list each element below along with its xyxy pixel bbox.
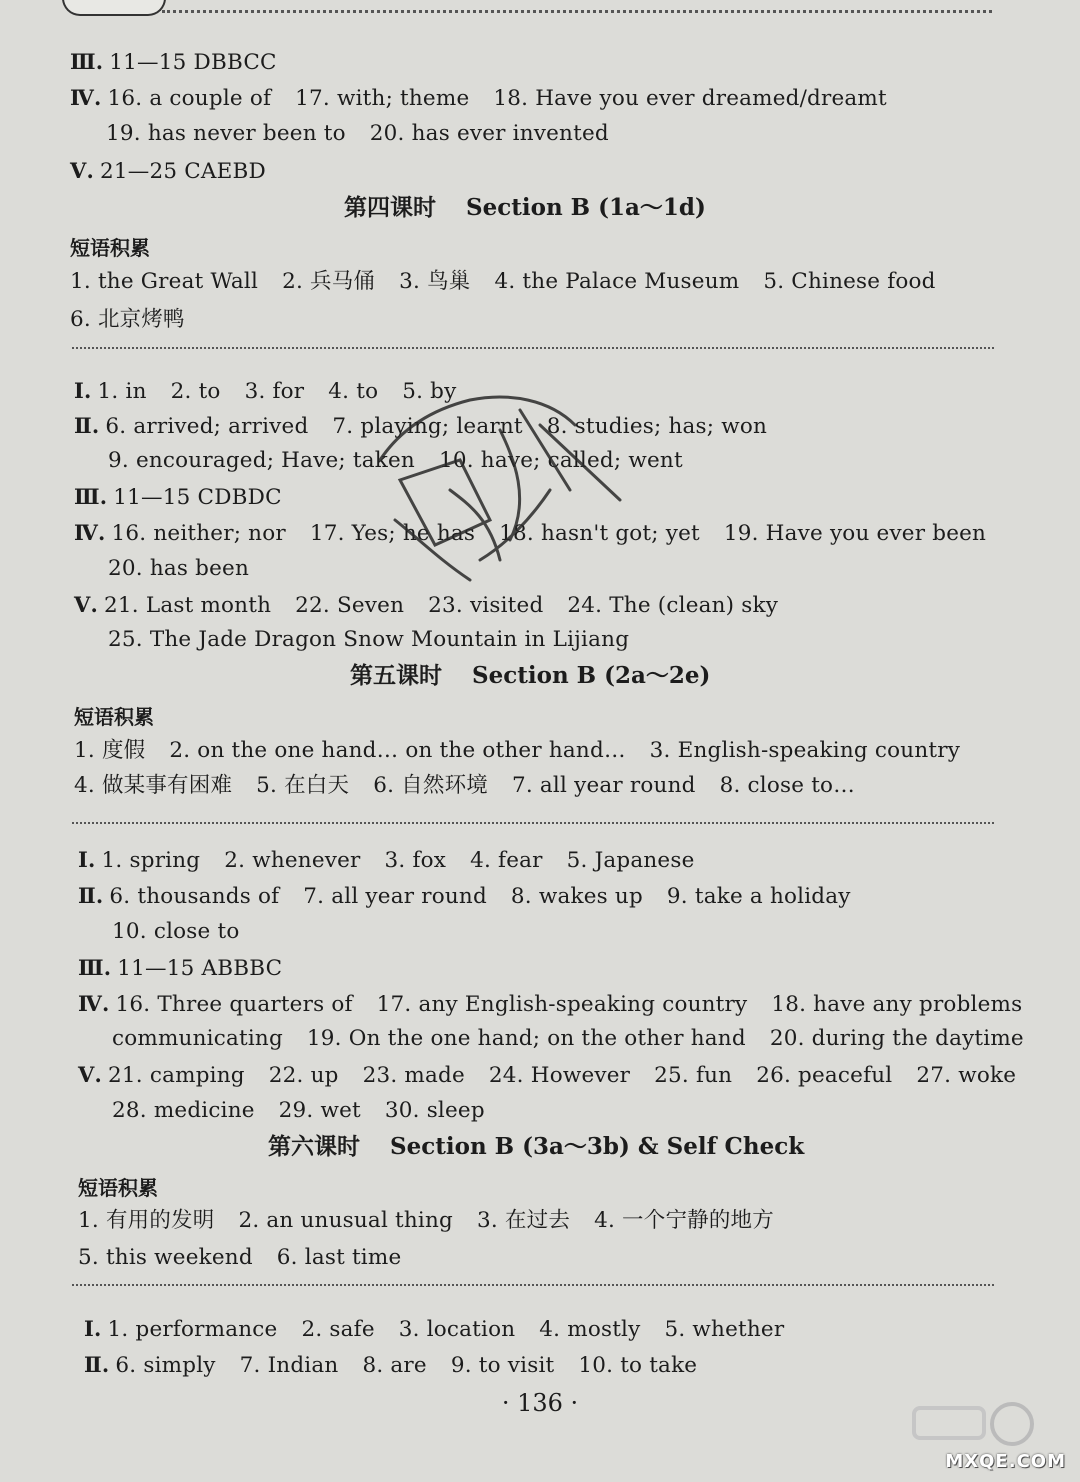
watermark-text: MXQE.COM (945, 1451, 1066, 1472)
question-group-label: Ⅱ. (74, 413, 100, 438)
answer-item: 5. Chinese food (763, 269, 936, 294)
phrase-line (74, 772, 855, 800)
phrase-line (70, 268, 936, 296)
answer-item: 17. with; theme (295, 86, 470, 111)
answer-item: 7. playing; learnt (332, 414, 523, 439)
answer-line (108, 626, 629, 654)
answer-item: 4. mostly (539, 1317, 641, 1342)
answer-item: 27. woke (916, 1063, 1017, 1088)
question-group-label: Ⅴ. (78, 1062, 103, 1087)
answer-item: 17. any English-speaking country (376, 992, 748, 1017)
answer-item: 28. medicine (112, 1098, 255, 1123)
handwritten-stamp-mark (340, 370, 640, 610)
lesson-number: 第六课时 (268, 1133, 360, 1160)
answer-line (78, 1061, 1016, 1090)
answer-item: 1. in (97, 379, 147, 404)
answer-item: 4. to (328, 379, 379, 404)
answer-item: communicating (112, 1026, 283, 1051)
answer-item: 23. made (362, 1063, 465, 1088)
answer-item: 5. Japanese (566, 848, 695, 873)
answer-item: 21. Last month (104, 593, 272, 618)
answer-item: 9. encouraged; Have; taken (108, 448, 415, 473)
answer-item: 7. all year round (303, 884, 487, 909)
dotted-divider (72, 822, 994, 824)
question-group-label: Ⅲ. (78, 955, 112, 980)
answer-item: 8. close to… (719, 773, 855, 798)
answer-line (112, 1097, 485, 1125)
answer-item: 16. a couple of (107, 86, 272, 111)
answer-item: 20. has been (108, 556, 250, 581)
answer-item: 3. for (244, 379, 305, 404)
answer-item: 6. thousands of (109, 884, 280, 909)
answer-item: 20. has ever invented (369, 121, 609, 146)
answer-item: 5. by (402, 379, 457, 404)
answer-item: 8. studies; has; won (546, 414, 768, 439)
dotted-divider (72, 1284, 994, 1286)
answer-item: 6. last time (276, 1245, 402, 1270)
lesson-title (350, 661, 710, 691)
answer-item: 2. on the one hand… on the other hand… (169, 738, 626, 763)
answer-line (112, 918, 239, 946)
answer-item: 2. whenever (224, 848, 361, 873)
answer-item: 7. all year round (511, 773, 696, 798)
answer-item: 23. visited (428, 593, 544, 618)
answer-item: 4. the Palace Museum (494, 269, 740, 294)
phrase-line (70, 306, 185, 334)
answer-item: 5. 在白天 (256, 773, 350, 798)
answer-item: 3. 在过去 (477, 1208, 571, 1233)
phrase-line (78, 1244, 401, 1272)
answer-item: 2. an unusual thing (238, 1208, 454, 1233)
answer-line (70, 84, 887, 113)
answer-item: 19. On the one hand; on the other hand (306, 1026, 746, 1051)
section-label: Section B (1a～1d) (466, 194, 706, 221)
answer-item: 11—15 CDBDC (113, 485, 282, 510)
question-group-label: Ⅳ. (78, 991, 110, 1016)
lesson-title (268, 1132, 804, 1162)
question-group-label: Ⅲ. (70, 49, 104, 74)
lesson-title (344, 193, 706, 223)
phrase-line (78, 1207, 774, 1235)
question-group-label: Ⅴ. (70, 158, 95, 183)
answer-line (78, 954, 282, 983)
lesson-number: 第四课时 (344, 194, 436, 221)
answer-item: 3. 鸟巢 (399, 269, 471, 294)
answer-line (106, 120, 609, 148)
answer-item: 26. peaceful (756, 1063, 893, 1088)
answer-item: 17. Yes; he has (309, 521, 476, 546)
answer-item: 6. 自然环境 (373, 773, 488, 798)
answer-item: 16. neither; nor (111, 521, 286, 546)
answer-item: 16. Three quarters of (115, 992, 353, 1017)
phrase-line (74, 737, 960, 765)
answer-item: 6. arrived; arrived (105, 414, 309, 439)
answer-item: 2. to (170, 379, 221, 404)
page-number: · 136 · (501, 1389, 579, 1417)
answer-item: 1. spring (101, 848, 201, 873)
question-group-label: Ⅰ. (84, 1316, 102, 1341)
answer-item: 3. fox (384, 848, 447, 873)
answer-item: 22. up (268, 1063, 339, 1088)
phrase-heading: 短语积累 (78, 1176, 158, 1200)
answer-line (70, 157, 266, 186)
answer-item: 1. the Great Wall (70, 269, 259, 294)
question-group-label: Ⅳ. (74, 520, 106, 545)
lesson-number: 第五课时 (350, 662, 442, 689)
answer-item: 18. have any problems (771, 992, 1023, 1017)
answer-line (74, 483, 282, 512)
phrase-heading: 短语积累 (74, 705, 154, 729)
answer-item: 25. The Jade Dragon Snow Mountain in Lijiang (108, 627, 630, 652)
answer-item: 1. 有用的发明 (78, 1208, 215, 1233)
answer-line (78, 846, 695, 875)
answer-line (84, 1315, 784, 1344)
answer-line (84, 1351, 697, 1380)
answer-item: 5. whether (664, 1317, 785, 1342)
answer-line (78, 882, 851, 911)
header-dotted-rule (162, 10, 992, 13)
question-group-label: Ⅲ. (74, 484, 108, 509)
answer-line (78, 990, 1022, 1019)
answer-item: 29. wet (278, 1098, 361, 1123)
question-group-label: Ⅰ. (74, 378, 92, 403)
answer-item: 1. 度假 (74, 738, 146, 763)
answer-item: 3. location (398, 1317, 516, 1342)
answer-item: 24. The (clean) sky (567, 593, 779, 618)
answer-line (112, 1025, 1024, 1053)
answer-item: 10. have; called; went (438, 448, 683, 473)
question-group-label: Ⅱ. (78, 883, 104, 908)
answer-item: 9. take a holiday (666, 884, 851, 909)
question-group-label: Ⅳ. (70, 85, 102, 110)
section-label: Section B (2a～2e) (472, 662, 711, 689)
answer-item: 19. Have you ever been (723, 521, 987, 546)
answer-item: 5. this weekend (78, 1245, 253, 1270)
answer-item: 18. Have you ever dreamed/dreamt (493, 86, 887, 111)
answer-item: 21—25 CAEBD (100, 159, 266, 184)
dotted-divider (72, 347, 994, 349)
answer-item: 2. safe (301, 1317, 375, 1342)
answer-item: 4. fear (470, 848, 543, 873)
answer-item: 1. performance (107, 1317, 278, 1342)
answer-item: 25. fun (654, 1063, 733, 1088)
question-group-label: Ⅰ. (78, 847, 96, 872)
answer-item: 21. camping (108, 1063, 245, 1088)
answer-item: 11—15 ABBBC (117, 956, 283, 981)
answer-item: 8. are (362, 1353, 427, 1378)
answer-line (70, 48, 277, 77)
answer-item: 8. wakes up (510, 884, 643, 909)
answer-item: 24. However (488, 1063, 631, 1088)
answer-item: 10. to take (578, 1353, 698, 1378)
answer-item: 10. close to (112, 919, 240, 944)
answer-item: 20. during the daytime (769, 1026, 1024, 1051)
answer-item: 7. Indian (239, 1353, 339, 1378)
answer-item: 3. English-speaking country (649, 738, 961, 763)
page-header-decoration (0, 0, 1080, 30)
answer-item: 6. simply (115, 1353, 216, 1378)
question-group-label: Ⅱ. (84, 1352, 110, 1377)
answer-item: 6. 北京烤鸭 (70, 307, 185, 332)
answer-item: 30. sleep (384, 1098, 485, 1123)
section-label: Section B (3a～3b) & Self Check (390, 1133, 805, 1160)
answer-item: 18. hasn't got; yet (499, 521, 700, 546)
answer-item: 4. 做某事有困难 (74, 773, 233, 798)
answer-item: 22. Seven (295, 593, 405, 618)
question-group-label: Ⅴ. (74, 592, 99, 617)
answer-line (108, 555, 249, 583)
answer-item: 4. 一个宁静的地方 (594, 1208, 774, 1233)
header-tab (62, 0, 166, 16)
phrase-heading: 短语积累 (70, 236, 150, 260)
answer-item: 2. 兵马俑 (282, 269, 376, 294)
answer-item: 11—15 DBBCC (109, 50, 277, 75)
answer-item: 9. to visit (450, 1353, 555, 1378)
answer-item: 19. has never been to (106, 121, 346, 146)
